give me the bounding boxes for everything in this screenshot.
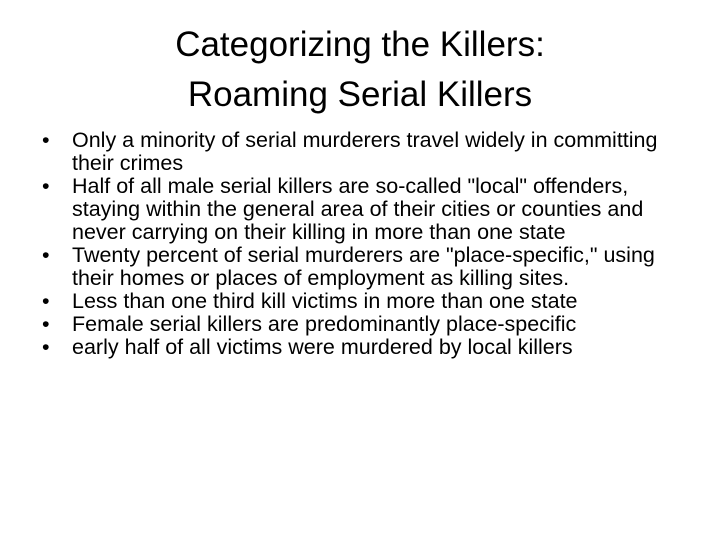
bullet-item bbox=[38, 129, 688, 175]
bullet-text: early half of all victims were murdered by local killers bbox=[72, 335, 573, 359]
bullet-item bbox=[38, 244, 688, 290]
bullet-marker: • bbox=[42, 174, 50, 198]
bullet-marker: • bbox=[42, 289, 50, 313]
bullet-marker: • bbox=[42, 128, 50, 152]
bullet-item bbox=[38, 290, 688, 313]
bullet-text: Only a minority of serial murderers travel widely in committing their crimes bbox=[72, 128, 658, 175]
bullet-text: Twenty percent of serial murderers are "place-specific," using their homes or places of employment as killing sites. bbox=[72, 243, 655, 290]
bullet-item bbox=[38, 175, 688, 244]
bullet-text: Half of all male serial killers are so-called "local" offenders, staying within the general area of their cities or counties and never carrying on their killing in more than one state bbox=[72, 174, 644, 244]
bullet-list bbox=[38, 129, 688, 359]
slide-title-line1: Categorizing the Killers: bbox=[175, 25, 545, 64]
bullet-text: Less than one third kill victims in more than one state bbox=[72, 289, 578, 313]
bullet-text: Female serial killers are predominantly place-specific bbox=[72, 312, 577, 336]
bullet-marker: • bbox=[42, 243, 50, 267]
bullet-item bbox=[38, 313, 688, 336]
bullet-marker: • bbox=[42, 312, 50, 336]
bullet-marker: • bbox=[42, 335, 50, 359]
bullet-item bbox=[38, 336, 688, 359]
slide-title-line2: Roaming Serial Killers bbox=[187, 75, 533, 114]
